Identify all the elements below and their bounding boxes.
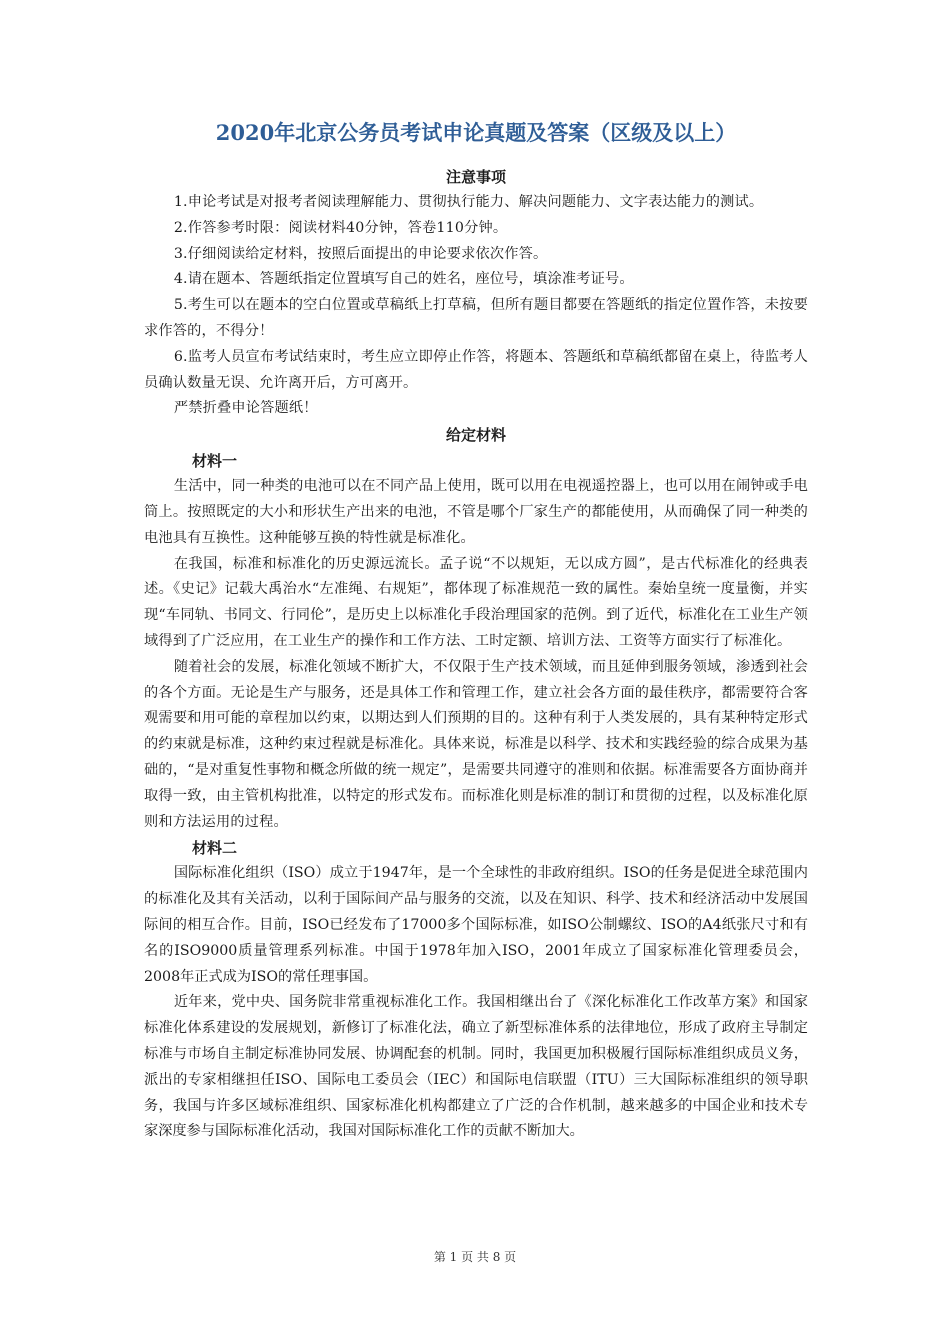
materials-heading: 给定材料 <box>445 426 506 445</box>
materials-section <box>144 422 808 1145</box>
material-1-paragraph: 随着社会的发展，标准化领域不断扩大，不仅限于生产技术领域，而且延伸到服务领域，渗透到社会的各个方面。无论是生产与服务，还是具体工作和管理工作，建立社会各方面的最佳秩序，都需要符合客观需要和用可能的章程加以约束，以期达到人们预期的目的。这种有利于人类发展的，具有某种特定形式的约束就是标准，这种约束过程就是标准化。具体来说，标准是以科学、技术和实践经验的综合成果为基础的，“是对重复性事物和概念所做的统一规定”，是需要共同遵守的准则和依据。标准需要各方面协商并取得一致，由主管机构批准，以特定的形式发布。而标准化则是标准的制订和贯彻的过程，以及标准化原则和方法运用的过程。 <box>144 658 808 830</box>
material-1-paragraph: 生活中，同一种类的电池可以在不同产品上使用，既可以用在电视遥控器上，也可以用在闹钟或手电筒上。按照既定的大小和形状生产出来的电池，不管是哪个厂家生产的都能使用，从而确保了同一种类的电池具有互换性。这种能够互换的特性就是标准化。 <box>144 478 808 546</box>
notice-item: 4.请在题本、答题纸指定位置填写自己的姓名，座位号，填涂准考证号。 <box>173 271 634 288</box>
notice-item: 5.考生可以在题本的空白位置或草稿纸上打草稿，但所有题目都要在答题纸的指定位置作答，未按要求作答的，不得分！ <box>144 297 808 339</box>
notice-heading: 注意事项 <box>445 168 506 186</box>
notice-item: 1.申论考试是对报考者阅读理解能力、贯彻执行能力、解决问题能力、文字表达能力的测试。 <box>173 194 764 210</box>
notice-item: 6.监考人员宣布考试结束时，考生应立即停止作答，将题本、答题纸和草稿纸都留在桌上，待监考人员确认数量无误、允许离开后，方可离开。 <box>144 348 808 391</box>
notice-section <box>144 164 808 422</box>
notice-item: 2.作答参考时限：阅读材料40分钟，答卷110分钟。 <box>173 219 508 236</box>
material-2-paragraph: 近年来，党中央、国务院非常重视标准化工作。我国相继出台了《深化标准化工作改革方案》和国家标准化体系建设的发展规划，新修订了标准化法，确立了新型标准体系的法律地位，形成了政府主导制定标准与市场自主制定标准协同发展、协调配套的机制。同时，我国更加积极履行国际标准组织成员义务，派出的专家相继担任ISO、国际电工委员会（IEC）和国际电信联盟（ITU）三大国际标准组织的领导职务，我国与许多区域标准组织、国家标准化机构都建立了广泛的合作机制，越来越多的中国企业和技术专家深度参与国际标准化活动，我国对国际标准化工作的贡献不断加大。 <box>144 994 808 1140</box>
material-2-heading: 材料二 <box>192 839 238 858</box>
material-1-heading: 材料一 <box>192 452 238 471</box>
document-page <box>144 118 808 1145</box>
notice-item: 严禁折叠申论答题纸！ <box>173 400 318 417</box>
document-title: 2020年北京公务员考试申论真题及答案（区级及以上） <box>215 120 737 145</box>
page-footer: 第 1 页 共 8 页 <box>433 1250 517 1264</box>
material-1-paragraph: 在我国，标准和标准化的历史源远流长。孟子说“不以规矩，无以成方圆”，是古代标准化的经典表述。《史记》记载大禹治水“左准绳、右规矩”，都体现了标准规范一致的属性。秦始皇统一度量衡，并实现“车同轨、书同文、行同伦”，是历史上以标准化手段治理国家的范例。到了近代，标准化在工业生产领域得到了广泛应用，在工业生产的操作和工作方法、工时定额、培训方法、工资等方面实行了标准化。 <box>144 555 808 649</box>
material-2-paragraph: 国际标准化组织（ISO）成立于1947年，是一个全球性的非政府组织。ISO的任务是促进全球范围内的标准化及其有关活动，以利于国际间产品与服务的交流，以及在知识、科学、技术和经济活动中发展国际间的相互合作。目前，ISO已经发布了17000多个国际标准，如ISO公制螺纹、ISO的A4纸张尺寸和有名的ISO9000质量管理系列标准。中国于1978年加入ISO，2001年成立了国家标准化管理委员会，2008年正式成为ISO的常任理事国。 <box>144 865 808 985</box>
notice-item: 3.仔细阅读给定材料，按照后面提出的申论要求依次作答。 <box>173 245 548 262</box>
